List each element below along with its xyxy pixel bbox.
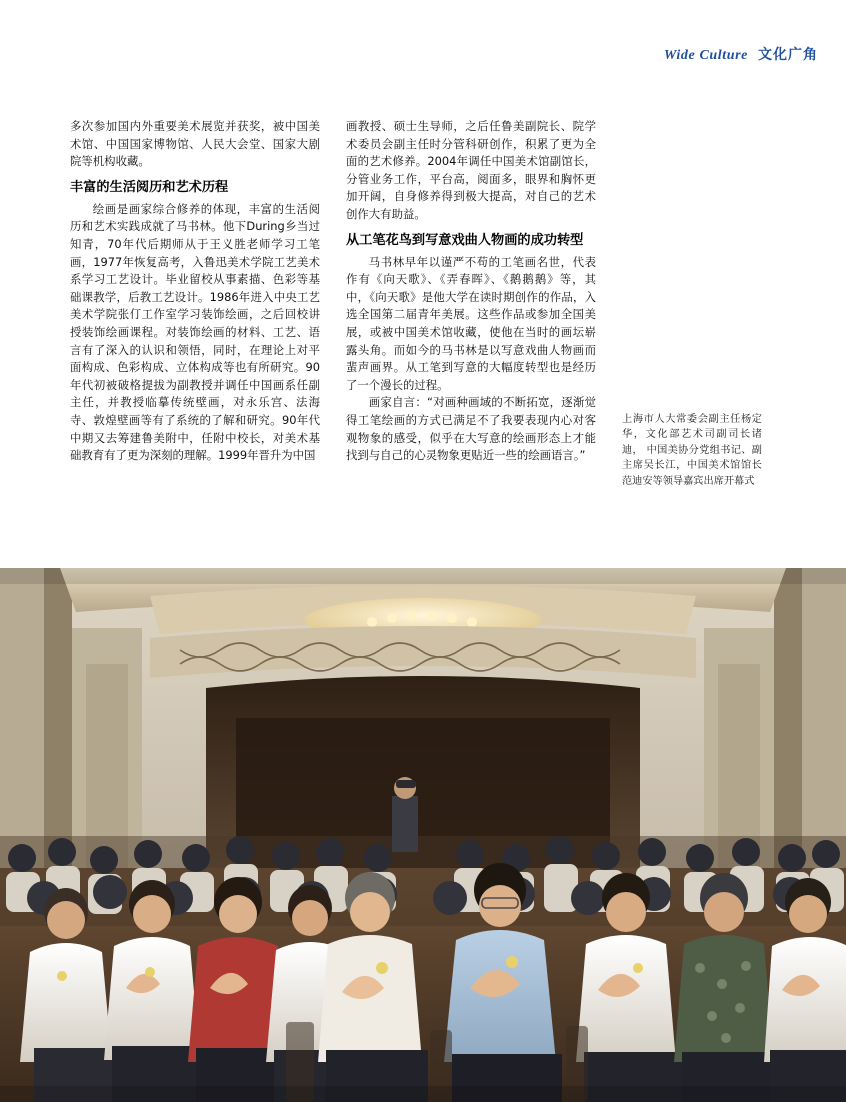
header-english-title: Wide Culture <box>663 48 748 63</box>
photo-side-caption: 上海市人大常委会副主任杨定华，文化部艺术司副司长诸迪， 中国美协分党组书记、副主席吴长江，中国美术馆馆长范迪安等领导嘉宾出席开幕式 <box>622 414 762 487</box>
right-column <box>346 118 596 489</box>
left-paragraph-1: 多次参加国内外重要美术展览并获奖，被中国美术馆、中国国家博物馆、人民大会堂、国家大剧院等机构收藏。 <box>70 119 320 169</box>
left-column <box>70 118 320 489</box>
header-chinese-title: 文化广角 <box>758 47 818 63</box>
right-paragraph-2: 马书林早年以谨严不苟的工笔画名世，代表作有《向天歌》、《弄春晖》、《鹅鹅鹅》等，其中，《向天歌》是他大学在读时期创作的作品，入选全国第二届青年美展。这些作品或参加全国美展，或被中国美术馆收藏，使他在当时的画坛崭露头角。而如今的马书林是以写意戏曲人物画而蜚声画界。从工笔到写意的大幅度转型也是经历了一个漫长的过程。 <box>346 254 596 392</box>
right-paragraph-1: 画教授、硕士生导师，之后任鲁美副院长、院学术委员会副主任时分管科研创作，积累了更为全面的艺术修养。2004年调任中国美术馆副馆长，分管业务工作，平台高，阅面多，眼界和胸怀更加开阔，自身修养得到极大提高，对自己的艺术创作大有助益。 <box>346 119 596 221</box>
exhibition-opening-audience-photo <box>0 568 846 1102</box>
right-paragraph-3: 画家自言：“对画种画域的不断拓宽，逐渐觉得工笔绘画的方式已满足不了我要表现内心对客观物象的感受，似乎在大写意的绘画形态上才能找到与自己的心灵物象更贴近一些的绘画语言。” <box>346 395 596 463</box>
right-subheading: 从工笔花鸟到写意戏曲人物画的成功转型 <box>346 232 584 248</box>
left-paragraph-2: 绘画是画家综合修养的体现，丰富的生活阅历和艺术实践成就了马书林。他下During乡当过知青，70年代后期师从于王义胜老师学习工笔画，1977年恢复高考，入鲁迅美术学院工艺美术系学习工艺设计。毕业留校从事素描、色彩等基础课教学，后教工艺设计。1986年进入中央工艺美术学院张仃工作室学习装饰绘画，之后回校讲授装饰绘画课程。对装饰绘画的材料、工艺、语言有了深入的认识和领悟，同时，在理论上对平面构成、色彩构成、立体构成等也有所研究。90年代初被破格提拔为副教授并调任中国画系任副主任，并教授临摹传统壁画，对永乐宫、法海寺、敦煌壁画等有了系统的了解和研究。90年代中期又去筹建鲁美附中，任附中校长，对美术基础教育有了更为深刻的理解。1999年晋升为中国 <box>70 201 320 463</box>
page-header <box>664 44 818 64</box>
photo-illustration <box>0 568 846 1102</box>
article-body <box>70 118 776 489</box>
left-subheading: 丰富的生活阅历和艺术历程 <box>70 179 229 195</box>
